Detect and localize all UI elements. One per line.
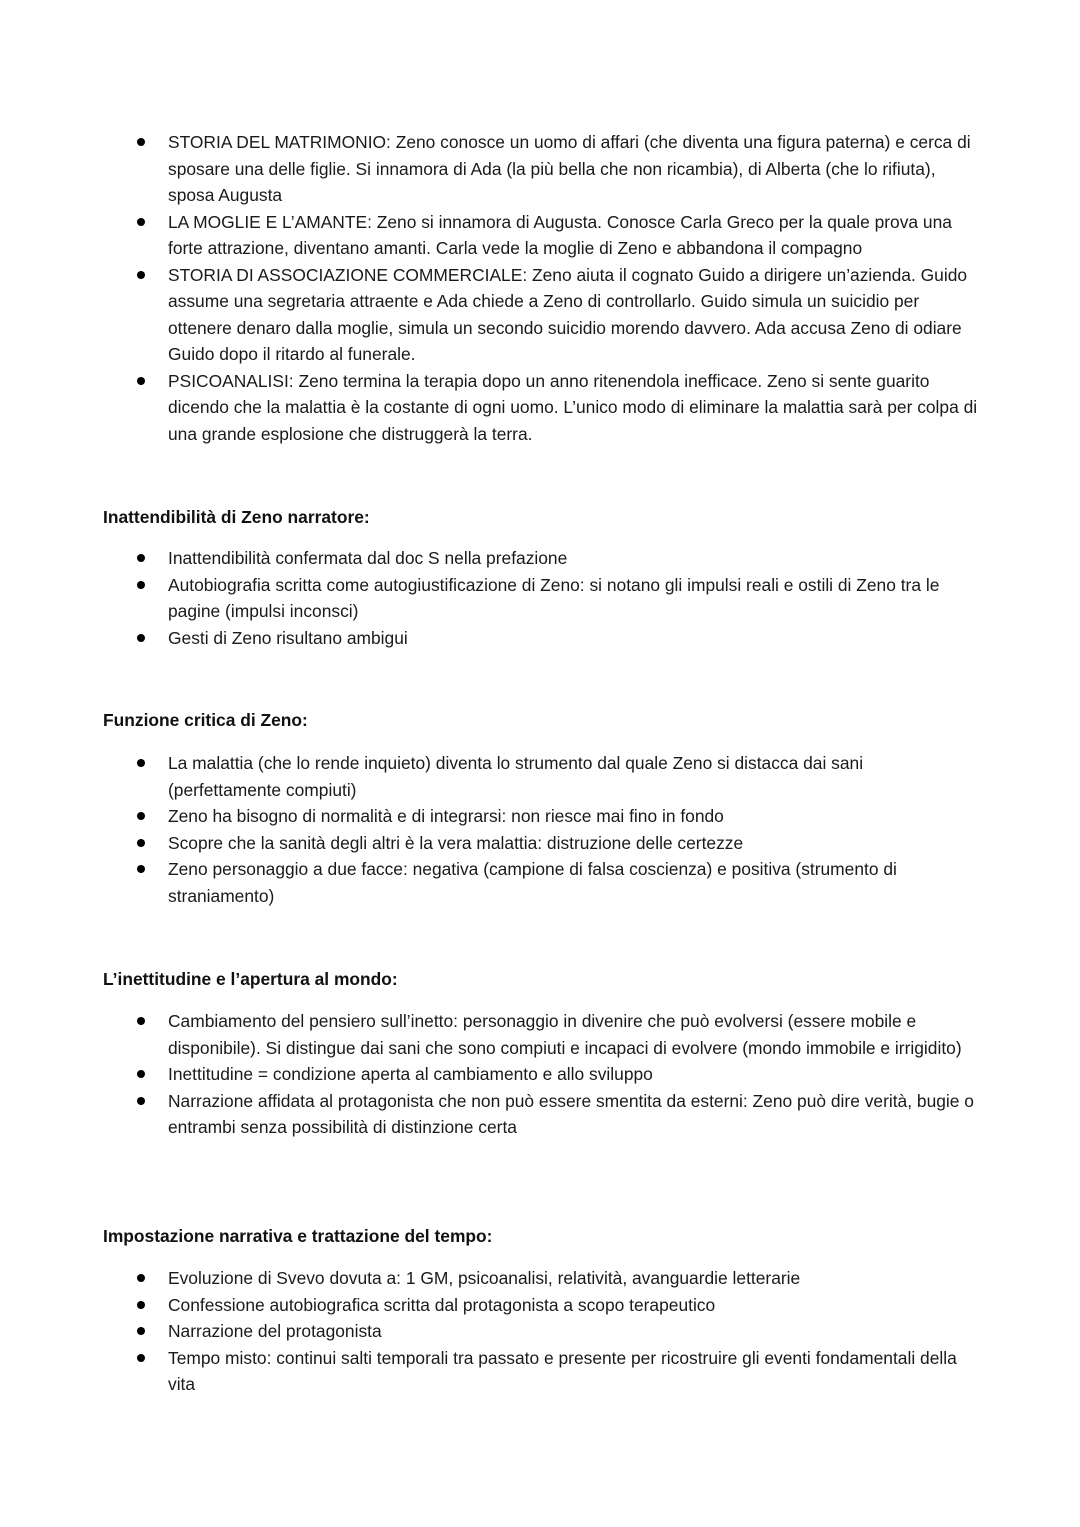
section-heading: Inattendibilità di Zeno narratore: (103, 507, 370, 527)
list-item-text: Evoluzione di Svevo dovuta a: 1 GM, psicoanalisi, relatività, avanguardie letterarie (168, 1268, 801, 1288)
list-item-text: STORIA DEL MATRIMONIO: Zeno conosce un uomo di affari (che diventa una figura paterna) e cerca di sposare una delle figlie. Si innamora di Ada (la più bella che non ricambia), di Alberta (che lo rifiuta), sposa Augusta (168, 132, 971, 205)
list-item-text: Zeno personaggio a due facce: negativa (campione di falsa coscienza) e positiva (strumento di straniamento) (168, 859, 897, 906)
list-item (0, 572, 1080, 625)
bullet-icon (137, 554, 145, 562)
list-item-text: Cambiamento del pensiero sull’inetto: personaggio in divenire che può evolversi (essere mobile e disponibile). Si distingue dai sani che sono compiuti e incapaci di evolvere (mondo immobile e irrigidito) (168, 1011, 962, 1058)
section-list (0, 750, 1080, 909)
list-item-text: Zeno ha bisogno di normalità e di integrarsi: non riesce mai fino in fondo (168, 806, 724, 826)
bullet-icon (137, 1301, 145, 1309)
bullet-icon (137, 1274, 145, 1282)
bullet-icon (137, 759, 145, 767)
bullet-icon (137, 218, 145, 226)
list-item-text: Narrazione del protagonista (168, 1321, 382, 1341)
list-item (0, 1318, 1080, 1345)
bullet-icon (137, 1327, 145, 1335)
list-item (0, 368, 1080, 448)
list-item (0, 750, 1080, 803)
list-item-text: STORIA DI ASSOCIAZIONE COMMERCIALE: Zeno aiuta il cognato Guido a dirigere un’azienda. Guido assume una segretaria attraente e Ada chiede a Zeno di controllarlo. Guido simula un suicidio per ottenere denaro dalla moglie, simula un secondo suicidio morendo davvero. Ada accusa Zeno di odiare Guido dopo il ritardo al funerale. (168, 264, 968, 364)
list-item-text: Scopre che la sanità degli altri è la vera malattia: distruzione delle certezze (168, 832, 744, 853)
bullet-icon (137, 1097, 145, 1105)
list-item (0, 1061, 1080, 1088)
list-item (0, 625, 1080, 652)
section-heading: Funzione critica di Zeno: (103, 710, 308, 730)
bullet-icon (137, 839, 145, 847)
bullet-icon (137, 271, 145, 279)
section-heading: L’inettitudine e l’apertura al mondo: (103, 969, 398, 989)
bullet-icon (137, 377, 145, 385)
section-list (0, 1008, 1080, 1141)
list-item (0, 856, 1080, 909)
list-item-text: Narrazione affidata al protagonista che non può essere smentita da esterni: Zeno può dire verità, bugie o entrambi senza possibilità di distinzione certa (168, 1090, 974, 1137)
list-item-text: La malattia (che lo rende inquieto) diventa lo strumento dal quale Zeno si distacca dai sani (perfettamente compiuti) (168, 753, 864, 800)
section-list (0, 1265, 1080, 1398)
list-item-text: Autobiografia scritta come autogiustificazione di Zeno: si notano gli impulsi reali e ostili di Zeno tra le pagine (impulsi inconsci) (168, 574, 940, 621)
list-item (0, 1008, 1080, 1061)
list-item (0, 262, 1080, 368)
section-list (0, 545, 1080, 651)
bullet-icon (137, 1070, 145, 1078)
list-item-text: Inettitudine = condizione aperta al cambiamento e allo sviluppo (168, 1064, 653, 1084)
list-item (0, 803, 1080, 830)
list-item (0, 545, 1080, 572)
list-item (0, 1088, 1080, 1141)
list-item (0, 1292, 1080, 1319)
list-item-text: Tempo misto: continui salti temporali tra passato e presente per ricostruire gli eventi fondamentali della vita (168, 1347, 957, 1394)
section-heading: Impostazione narrativa e trattazione del tempo: (103, 1226, 493, 1246)
list-item-text: Inattendibilità confermata dal doc S nella prefazione (168, 548, 568, 568)
list-item-text: Confessione autobiografica scritta dal protagonista a scopo terapeutico (168, 1294, 716, 1315)
bullet-icon (137, 634, 145, 642)
list-item (0, 209, 1080, 262)
bullet-icon (137, 581, 145, 589)
bullet-icon (137, 138, 145, 146)
list-item (0, 830, 1080, 857)
bullet-icon (137, 1354, 145, 1362)
list-item (0, 1265, 1080, 1292)
list-item (0, 129, 1080, 209)
list-item (0, 1345, 1080, 1398)
bullet-icon (137, 1017, 145, 1025)
bullet-icon (137, 812, 145, 820)
intro-list (0, 129, 1080, 447)
list-item-text: LA MOGLIE E L’AMANTE: Zeno si innamora di Augusta. Conosce Carla Greco per la quale prova una forte attrazione, diventano amanti. Carla vede la moglie di Zeno e abbandona il compagno (168, 211, 952, 258)
list-item-text: Gesti di Zeno risultano ambigui (168, 627, 408, 648)
list-item-text: PSICOANALISI: Zeno termina la terapia dopo un anno ritenendola inefficace. Zeno si sente guarito dicendo che la malattia è la costante di ogni uomo. L’unico modo di eliminare la malattia sarà per colpa di una grande esplosione che distruggerà la terra. (168, 370, 978, 444)
bullet-icon (137, 865, 145, 873)
